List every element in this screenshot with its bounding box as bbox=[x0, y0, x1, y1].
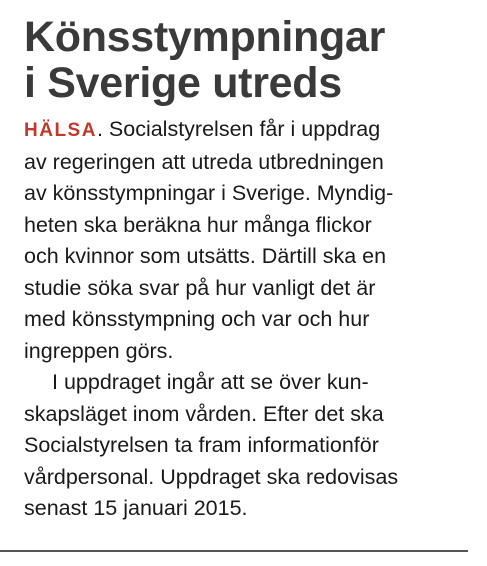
headline bbox=[24, 14, 464, 106]
paragraph-1-line-6: studie söka svar på hur vanligt det är bbox=[24, 275, 376, 300]
article bbox=[24, 14, 464, 525]
headline-line-1: Könsstympningar bbox=[24, 13, 386, 61]
section-kicker: HÄLSA bbox=[24, 120, 97, 141]
paragraph-1-line-4: heten ska beräkna hur många flickor bbox=[24, 212, 372, 237]
bottom-rule bbox=[0, 550, 468, 552]
paragraph-1-lead: . Socialstyrelsen får i uppdrag bbox=[96, 117, 381, 141]
paragraph-2 bbox=[24, 367, 464, 525]
paragraph-1 bbox=[24, 114, 464, 367]
paragraph-1-line-3: av könsstympningar i Sverige. Myndig- bbox=[24, 181, 394, 205]
paragraph-1-line-1 bbox=[24, 114, 464, 147]
paragraph-2-line-1: I uppdraget ingår att se över kun- bbox=[52, 370, 369, 394]
paragraph-1-line-2: av regeringen att utreda utbredningen bbox=[24, 149, 384, 174]
paragraph-2-line-2: skapsläget inom vården. Efter det ska bbox=[24, 401, 384, 426]
paragraph-1-line-7: med könsstympning och var och hur bbox=[24, 307, 370, 331]
paragraph-1-line-8: ingreppen görs. bbox=[24, 338, 174, 363]
headline-line-2: i Sverige utreds bbox=[24, 59, 342, 107]
paragraph-1-line-5: och kvinnor som utsätts. Därtill ska en bbox=[24, 244, 387, 268]
paragraph-2-line-3: Socialstyrelsen ta fram informationför bbox=[24, 433, 379, 457]
paragraph-2-line-4: vårdpersonal. Uppdraget ska redovisas bbox=[24, 464, 399, 489]
article-body bbox=[24, 114, 464, 525]
paragraph-2-line-5: senast 15 januari 2015. bbox=[24, 496, 248, 520]
